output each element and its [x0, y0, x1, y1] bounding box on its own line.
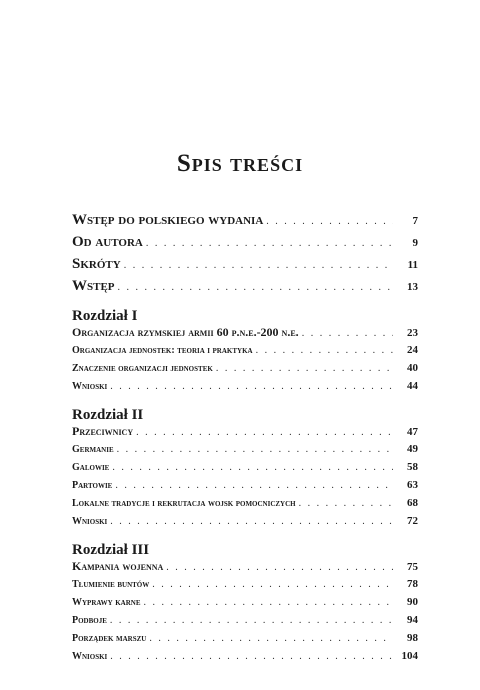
- dot-leader: [110, 381, 393, 392]
- toc-page-number: 63: [407, 479, 418, 491]
- toc-page-number: 98: [407, 632, 418, 644]
- toc-entry-label: Przeciwnicy: [72, 424, 134, 438]
- dot-leader: [149, 633, 393, 644]
- dot-leader: [112, 462, 393, 473]
- toc-entry-label: Wyprawy karne: [72, 597, 141, 608]
- dot-leader: [144, 597, 394, 608]
- toc-entry[interactable]: [72, 596, 418, 614]
- toc-entry-label: Wnioski: [72, 651, 108, 662]
- toc-page-number: 72: [407, 515, 418, 527]
- dot-leader: [110, 516, 393, 527]
- toc-page-number: 90: [407, 596, 418, 608]
- toc-entry[interactable]: [72, 497, 418, 515]
- toc-entry[interactable]: [72, 479, 418, 497]
- dot-leader: [110, 651, 393, 662]
- dot-leader: [266, 216, 393, 227]
- dot-leader: [118, 282, 393, 293]
- toc-page-number: 94: [407, 614, 418, 626]
- toc-entry-label: Podboje: [72, 615, 107, 626]
- toc-entry-intro-1[interactable]: [72, 234, 418, 256]
- dot-leader: [117, 444, 393, 455]
- toc-page-number: 75: [407, 561, 418, 573]
- toc-entry[interactable]: [72, 362, 418, 380]
- toc-entry[interactable]: [72, 578, 418, 596]
- dot-leader: [115, 480, 393, 491]
- dot-leader: [136, 427, 393, 438]
- dot-leader: [166, 562, 393, 573]
- dot-leader: [110, 615, 393, 626]
- toc-page-number: 23: [407, 327, 418, 339]
- toc-entry[interactable]: [72, 443, 418, 461]
- toc-entry-label: Znaczenie organizacji jednostek: [72, 363, 213, 374]
- toc-entry-label: Organizacja jednostek: teoria i praktyka: [72, 345, 253, 356]
- toc-entry-label: Lokalne tradycje i rekrutacja wojsk pomocniczych: [72, 498, 296, 509]
- toc-entry-label: Galowie: [72, 462, 110, 473]
- chapter-heading-1: Rozdział I: [72, 308, 138, 324]
- toc-page-number: 24: [407, 344, 418, 356]
- toc-entry-intro-0[interactable]: [72, 212, 418, 234]
- toc-page-number: 78: [407, 578, 418, 590]
- toc-entry[interactable]: [72, 632, 418, 650]
- toc-entry-intro-3[interactable]: [72, 278, 418, 300]
- dot-leader: [256, 345, 393, 356]
- chapter-heading-2: Rozdział II: [72, 407, 144, 423]
- toc-page-number: 68: [407, 497, 418, 509]
- toc-entry-label: Germanie: [72, 444, 114, 455]
- chapter-title-1[interactable]: [72, 325, 418, 344]
- dot-leader: [299, 498, 393, 509]
- toc-page-number: 13: [407, 281, 418, 293]
- toc-page-number: 58: [407, 461, 418, 473]
- dot-leader: [152, 579, 393, 590]
- chapter-title-2[interactable]: [72, 424, 418, 443]
- toc-page-number: 9: [412, 237, 418, 249]
- toc-page-number: 40: [407, 362, 418, 374]
- toc-entry-label: Wstęp do polskiego wydania: [72, 212, 264, 228]
- toc-entry-label: Kampania wojenna: [72, 559, 164, 573]
- toc-page-number: 11: [407, 259, 418, 271]
- toc-entry[interactable]: [72, 380, 418, 398]
- toc-entry[interactable]: [72, 461, 418, 479]
- toc-page-number: 47: [407, 426, 418, 438]
- dot-leader: [216, 363, 393, 374]
- toc-entry-label: Wstęp: [72, 278, 115, 294]
- toc-page-number: 44: [407, 380, 418, 392]
- page-title: Spis treści: [176, 150, 304, 177]
- toc-entry-label: Wnioski: [72, 381, 108, 392]
- toc-entry-label: Organizacja rzymskiej armii 60 p.n.e.-200 n.e.: [72, 325, 299, 339]
- table-of-contents: [72, 212, 418, 668]
- dot-leader: [302, 328, 393, 339]
- toc-page-number: 49: [407, 443, 418, 455]
- toc-entry[interactable]: [72, 650, 418, 668]
- toc-entry[interactable]: [72, 515, 418, 533]
- chapter-heading-3: Rozdział III: [72, 542, 150, 558]
- toc-entry-label: Porządek marszu: [72, 633, 147, 644]
- dot-leader: [146, 238, 393, 249]
- chapter-title-3[interactable]: [72, 559, 418, 578]
- toc-entry-label: Partowie: [72, 480, 113, 491]
- toc-page-number: 104: [401, 650, 418, 662]
- toc-page-number: 7: [412, 215, 418, 227]
- toc-entry-label: Od autora: [72, 234, 143, 250]
- toc-entry-label: Skróty: [72, 256, 121, 272]
- dot-leader: [124, 260, 393, 271]
- toc-entry-intro-2[interactable]: [72, 256, 418, 278]
- toc-entry-label: Wnioski: [72, 516, 108, 527]
- toc-entry[interactable]: [72, 614, 418, 632]
- toc-entry-label: Tłumienie buntów: [72, 579, 150, 590]
- toc-entry[interactable]: [72, 344, 418, 362]
